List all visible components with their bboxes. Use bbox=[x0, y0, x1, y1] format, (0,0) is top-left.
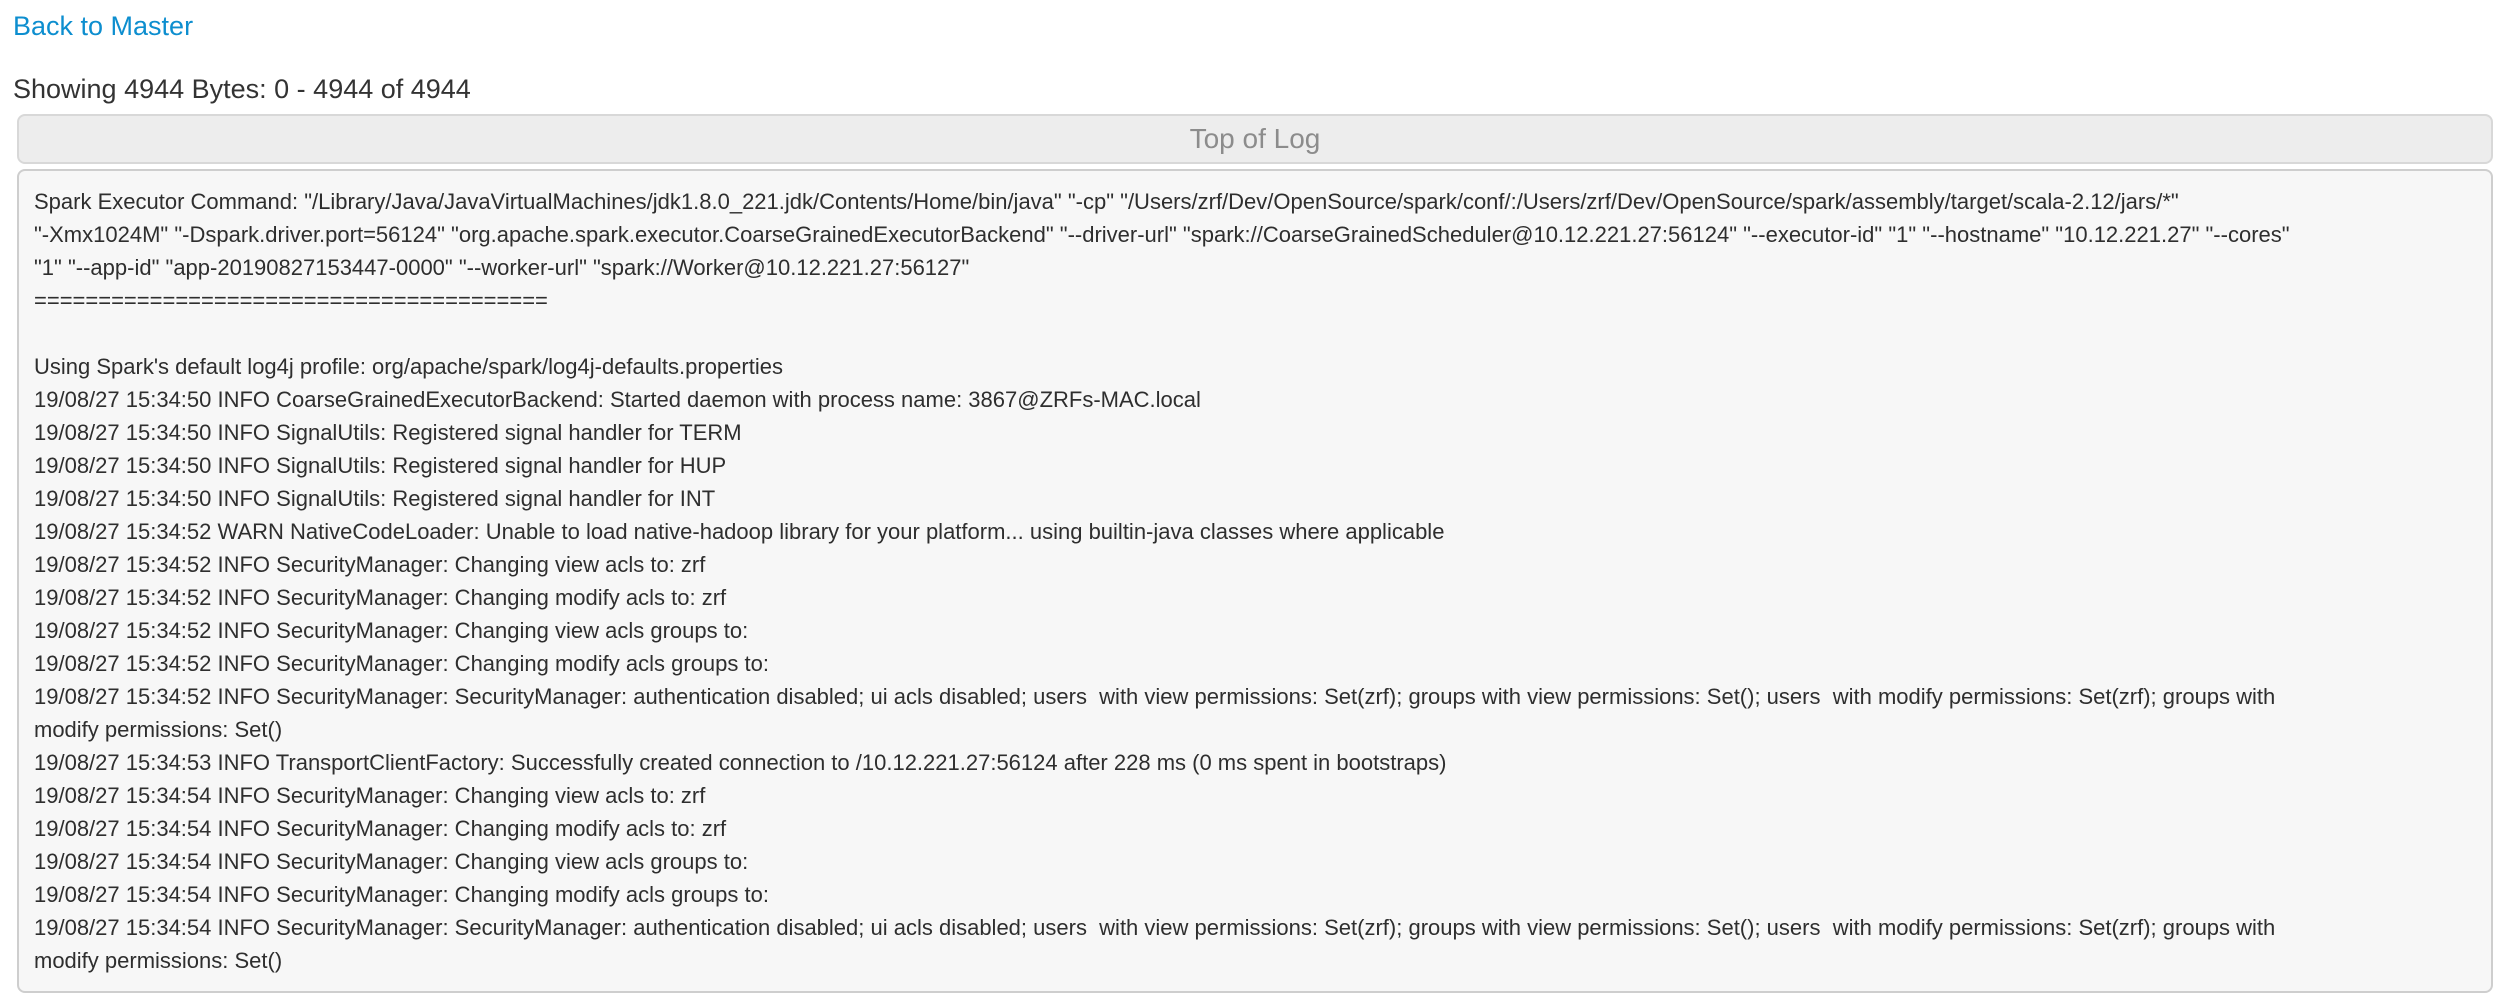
log-line: 19/08/27 15:34:50 INFO CoarseGrainedExecutorBackend: Started daemon with process name: 3867@ZRFs-MAC.local bbox=[34, 387, 1201, 412]
log-output-panel bbox=[17, 169, 2493, 993]
log-line: 19/08/27 15:34:50 INFO SignalUtils: Registered signal handler for HUP bbox=[34, 453, 727, 478]
log-line: 19/08/27 15:34:52 INFO SecurityManager: Changing view acls to: zrf bbox=[34, 552, 706, 577]
log-line: 19/08/27 15:34:54 INFO SecurityManager: Changing modify acls to: zrf bbox=[34, 816, 727, 841]
log-line: 19/08/27 15:34:54 INFO SecurityManager: SecurityManager: authentication disabled; ui acls disabled; users with view permissions: Set(zrf); groups with view permissions: Set(); users with modify permissions: Set(zrf); groups with bbox=[34, 915, 2276, 940]
log-line: 19/08/27 15:34:53 INFO TransportClientFactory: Successfully created connection to /10.12.221.27:56124 after 228 ms (0 ms spent in bootstraps) bbox=[34, 750, 1447, 775]
log-line: 19/08/27 15:34:52 INFO SecurityManager: SecurityManager: authentication disabled; ui acls disabled; users with view permissions: Set(zrf); groups with view permissions: Set(); users with modify permissions: Set(zrf); groups with bbox=[34, 684, 2276, 709]
log-line: Spark Executor Command: "/Library/Java/JavaVirtualMachines/jdk1.8.0_221.jdk/Contents/Home/bin/java" "-cp" "/Users/zrf/Dev/OpenSource/spark/conf/:/Users/zrf/Dev/OpenSource/spark/assembly/target/scala-2.12/jars/*" bbox=[34, 189, 2179, 214]
log-line: 19/08/27 15:34:50 INFO SignalUtils: Registered signal handler for TERM bbox=[34, 420, 742, 445]
log-line: 19/08/27 15:34:52 INFO SecurityManager: Changing view acls groups to: bbox=[34, 618, 749, 643]
log-line: 19/08/27 15:34:54 INFO SecurityManager: Changing view acls groups to: bbox=[34, 849, 749, 874]
log-line: "1" "--app-id" "app-20190827153447-0000" "--worker-url" "spark://Worker@10.12.221.27:56127" bbox=[34, 255, 970, 280]
log-line bbox=[34, 317, 2476, 350]
log-line: 19/08/27 15:34:54 INFO SecurityManager: Changing modify acls groups to: bbox=[34, 882, 769, 907]
log-line: 19/08/27 15:34:52 INFO SecurityManager: Changing modify acls groups to: bbox=[34, 651, 769, 676]
log-line: modify permissions: Set() bbox=[34, 948, 283, 973]
log-line: "-Xmx1024M" "-Dspark.driver.port=56124" "org.apache.spark.executor.CoarseGrainedExecutorBackend" "--driver-url" "spark://CoarseGrainedScheduler@10.12.221.27:56124" "--executor-id" "1" "--hostname" "10.12.221.27" "--cores" bbox=[34, 222, 2290, 247]
log-line: 19/08/27 15:34:52 INFO SecurityManager: Changing modify acls to: zrf bbox=[34, 585, 727, 610]
byte-range-text: Showing 4944 Bytes: 0 - 4944 of 4944 bbox=[13, 74, 471, 104]
log-line: 19/08/27 15:34:54 INFO SecurityManager: Changing view acls to: zrf bbox=[34, 783, 706, 808]
log-line: ======================================== bbox=[34, 288, 548, 313]
log-line: 19/08/27 15:34:50 INFO SignalUtils: Registered signal handler for INT bbox=[34, 486, 716, 511]
top-of-log-button[interactable]: Top of Log bbox=[17, 114, 2493, 164]
log-line: 19/08/27 15:34:52 WARN NativeCodeLoader: Unable to load native-hadoop library for your platform... using builtin-java classes where applicable bbox=[34, 519, 1445, 544]
log-line: modify permissions: Set() bbox=[34, 717, 283, 742]
log-line: Using Spark's default log4j profile: org/apache/spark/log4j-defaults.properties bbox=[34, 354, 783, 379]
back-to-master-link[interactable]: Back to Master bbox=[13, 11, 194, 41]
